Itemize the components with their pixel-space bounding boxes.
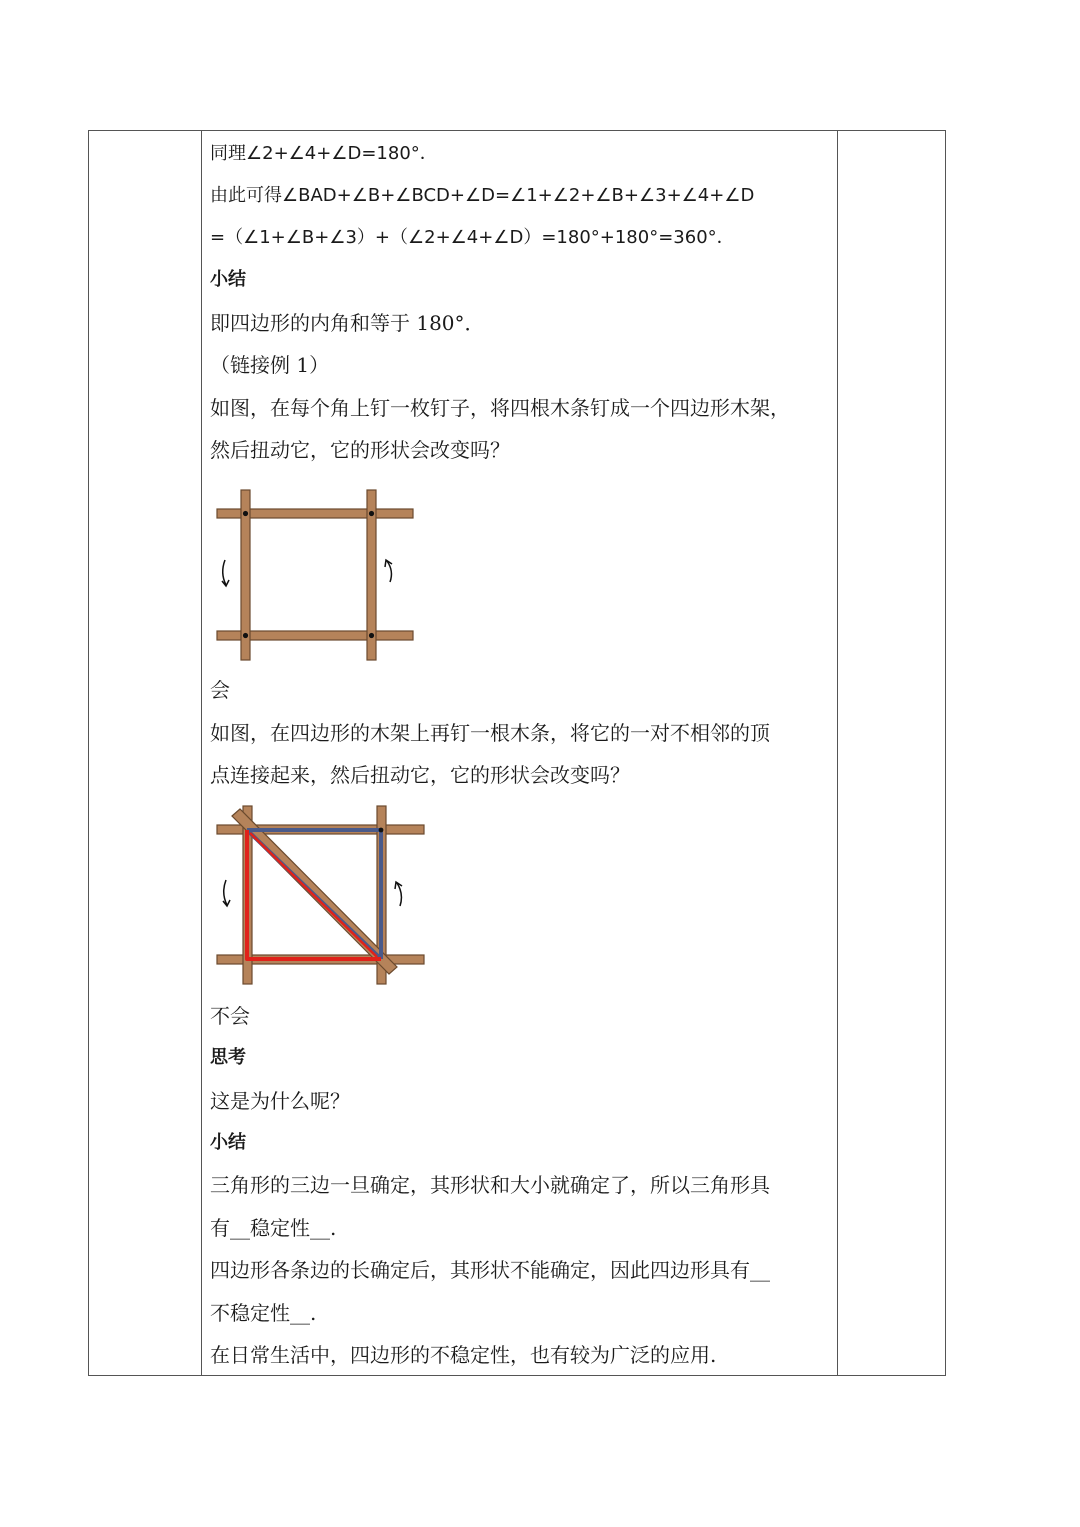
answer-yes: 会 — [210, 678, 230, 702]
text-line-19 — [210, 1300, 316, 1326]
nail-bottom-right — [369, 633, 374, 638]
text-line-17 — [210, 1215, 336, 1241]
text-line-14: 这是为什么呢？ — [210, 1089, 350, 1113]
text-line-16: 三角形的三边一旦确定，其形状和大小就确定了，所以三角形具 — [210, 1173, 770, 1197]
arrow-up-icon — [387, 561, 391, 582]
column-divider-2 — [837, 131, 838, 1375]
arrow-down-icon — [223, 560, 226, 585]
nails — [243, 511, 374, 638]
red-triangle-diagonal — [250, 833, 377, 957]
heading-summary-2: 小结 — [210, 1132, 246, 1153]
text-line-8: 然后扭动它，它的形状会改变吗？ — [210, 438, 510, 462]
text-line-11: 点连接起来，然后扭动它，它的形状会改变吗？ — [210, 763, 630, 787]
text-line-2: 由此可得∠BAD+∠B+∠BCD+∠D=∠1+∠2+∠B+∠3+∠4+∠D — [210, 185, 755, 206]
text-line-5: 即四边形的内角和等于 180°． — [210, 311, 485, 335]
nail-top-right — [369, 511, 374, 516]
text-line-10: 如图，在四边形的木架上再钉一根木条，将它的一对不相邻的顶 — [210, 721, 770, 745]
answer-instability: 不稳定性__ — [210, 1301, 310, 1325]
text-line-17-suffix: . — [330, 1216, 337, 1240]
nail-top-right — [379, 828, 384, 833]
figure-braced-frame — [210, 800, 435, 990]
nails — [379, 828, 384, 833]
answer-stability: __稳定性__ — [230, 1216, 330, 1240]
figure-square-frame — [210, 485, 420, 665]
text-line-19-suffix: . — [310, 1301, 317, 1325]
text-line-1: 同理∠2+∠4+∠D=180°． — [210, 143, 438, 164]
triangles — [247, 830, 381, 959]
arrow-down-icon — [224, 880, 227, 905]
text-line-6: （链接例 1） — [210, 353, 330, 377]
heading-think: 思考 — [210, 1047, 246, 1068]
text-line-7: 如图，在每个角上钉一枚钉子，将四根木条钉成一个四边形木架， — [210, 396, 790, 420]
heading-summary-1: 小结 — [210, 269, 246, 290]
column-divider-1 — [201, 131, 202, 1375]
nail-bottom-left — [243, 633, 248, 638]
answer-no: 不会 — [210, 1004, 250, 1028]
nail-top-left — [243, 511, 248, 516]
text-line-18: 四边形各条边的长确定后，其形状不能确定，因此四边形具有__ — [210, 1258, 770, 1282]
text-line-20: 在日常生活中，四边形的不稳定性，也有较为广泛的应用. — [210, 1343, 717, 1367]
text-line-3: =（∠1+∠B+∠3）+（∠2+∠4+∠D）=180°+180°=360°． — [210, 227, 735, 248]
text-line-17-prefix: 有 — [210, 1216, 230, 1240]
arrow-up-icon — [397, 883, 401, 906]
